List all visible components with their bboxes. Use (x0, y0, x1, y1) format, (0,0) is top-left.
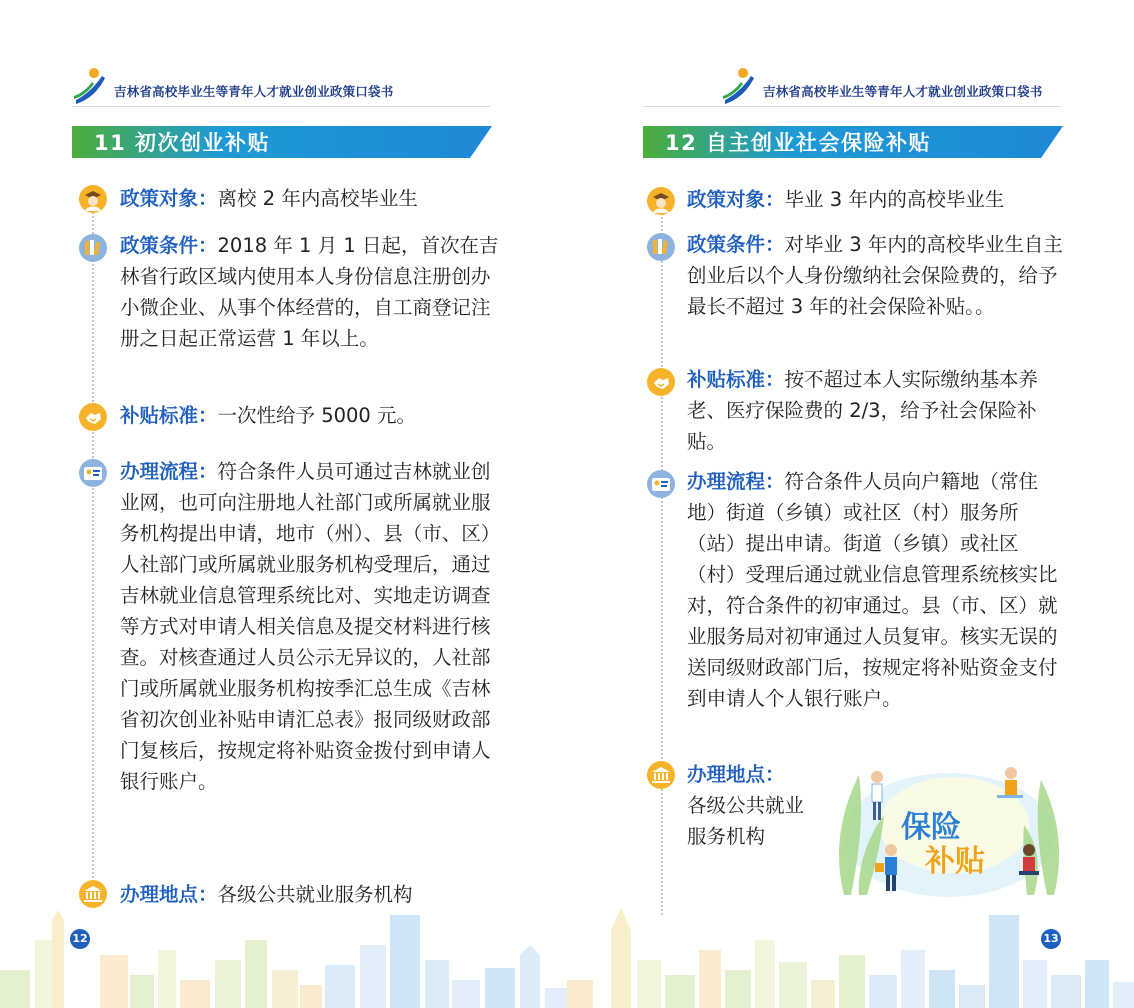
header-divider (643, 106, 1061, 107)
handshake-icon (78, 402, 108, 432)
section-title: 11 初次创业补贴 (94, 131, 271, 155)
id-card-icon (78, 458, 108, 488)
policy-target-item (687, 184, 1067, 215)
header-divider (72, 106, 490, 107)
illustration-text-1: 保险 (901, 810, 961, 845)
section-banner (643, 126, 1063, 158)
item-text: 2018 年 1 月 1 日起，首次在吉林省行政区域内使用本人身份信息注册创办小微企业、从事个体经营的，自工商登记注册之日起正常运营 1 年以上。 (120, 234, 499, 350)
page-header (72, 62, 393, 106)
header-title: 吉林省高校毕业生等青年人才就业创业政策口袋书 (114, 84, 394, 99)
books-icon (646, 232, 676, 262)
section-title: 12 自主创业社会保险补贴 (665, 131, 932, 155)
item-label: 补贴标准： (687, 368, 785, 391)
item-label: 办理流程： (687, 470, 785, 493)
item-text: 对毕业 3 年内的高校毕业生自主创业后以个人身份缴纳社会保险费的，给予最长不超过 3 年的社会保险补贴。。 (687, 233, 1063, 318)
item-label: 政策对象： (120, 187, 218, 210)
location-item (687, 759, 815, 852)
policy-condition-item (687, 229, 1067, 322)
process-item (120, 456, 500, 797)
subsidy-standard-item (120, 400, 500, 431)
graduate-icon (646, 186, 676, 216)
illustration-text-2: 补贴 (925, 844, 985, 879)
insurance-subsidy-illustration (829, 755, 1069, 905)
item-text: 离校 2 年内高校毕业生 (217, 187, 418, 210)
books-icon (78, 233, 108, 263)
policy-condition-item (120, 230, 500, 354)
item-text: 符合条件人员可通过吉林就业创业网，也可向注册地人社部门或所属就业服务机构提出申请，地市（州）、县（市、区）人社部门或所属就业服务机构受理后，通过吉林就业信息管理系统比对、实地走访调查等方式对申请人相关信息及提交材料进行核查。对核查通过人员公示无异议的，人社部门或所属就业服务机构按季汇总生成《吉林省初次创业补贴申请汇总表》报同级财政部门复核后，按规定将补贴资金拨付到申请人银行账户。 (120, 460, 491, 793)
policy-target-item (120, 183, 500, 214)
item-label: 政策条件： (687, 233, 785, 256)
item-label: 办理地点： (120, 883, 218, 906)
logo-icon (721, 66, 757, 106)
right-page (567, 0, 1134, 1008)
item-text: 各级公共就业服务机构 (217, 883, 413, 906)
dotted-timeline (92, 205, 94, 890)
graduate-icon (78, 184, 108, 214)
item-label: 补贴标准： (120, 404, 218, 427)
item-label: 办理地点： (687, 763, 785, 786)
city-skyline-decoration (567, 900, 1134, 1008)
process-item (687, 466, 1067, 714)
page-number: 12 (70, 929, 90, 949)
item-label: 办理流程： (120, 460, 218, 483)
page-header (721, 62, 1042, 106)
item-text: 各级公共就业服务机构 (687, 794, 805, 848)
item-label: 政策对象： (687, 188, 785, 211)
logo-icon (72, 66, 108, 106)
bank-building-icon (646, 760, 676, 790)
item-text: 一次性给予 5000 元。 (217, 404, 417, 427)
handshake-icon (646, 367, 676, 397)
item-text: 按不超过本人实际缴纳基本养老、医疗保险费的 2/3，给予社会保险补贴。 (687, 368, 1039, 453)
item-text: 符合条件人员向户籍地（常住地）街道（乡镇）或社区（村）服务所（站）提出申请。街道（乡镇）或社区（村）受理后通过就业信息管理系统核实比对，符合条件的初审通过。县（市、区）就业服务局对初审通过人员复审。核实无误的送同级财政部门后，按规定将补贴资金支付到申请人个人银行账户。 (687, 470, 1058, 710)
section-banner (72, 126, 492, 158)
header-title: 吉林省高校毕业生等青年人才就业创业政策口袋书 (763, 84, 1043, 99)
item-text: 毕业 3 年内的高校毕业生 (784, 188, 1005, 211)
city-skyline-decoration (0, 900, 567, 1008)
subsidy-standard-item (687, 364, 1067, 457)
page-number: 13 (1041, 929, 1061, 949)
item-label: 政策条件： (120, 234, 218, 257)
dotted-timeline (661, 200, 663, 915)
id-card-icon (646, 469, 676, 499)
